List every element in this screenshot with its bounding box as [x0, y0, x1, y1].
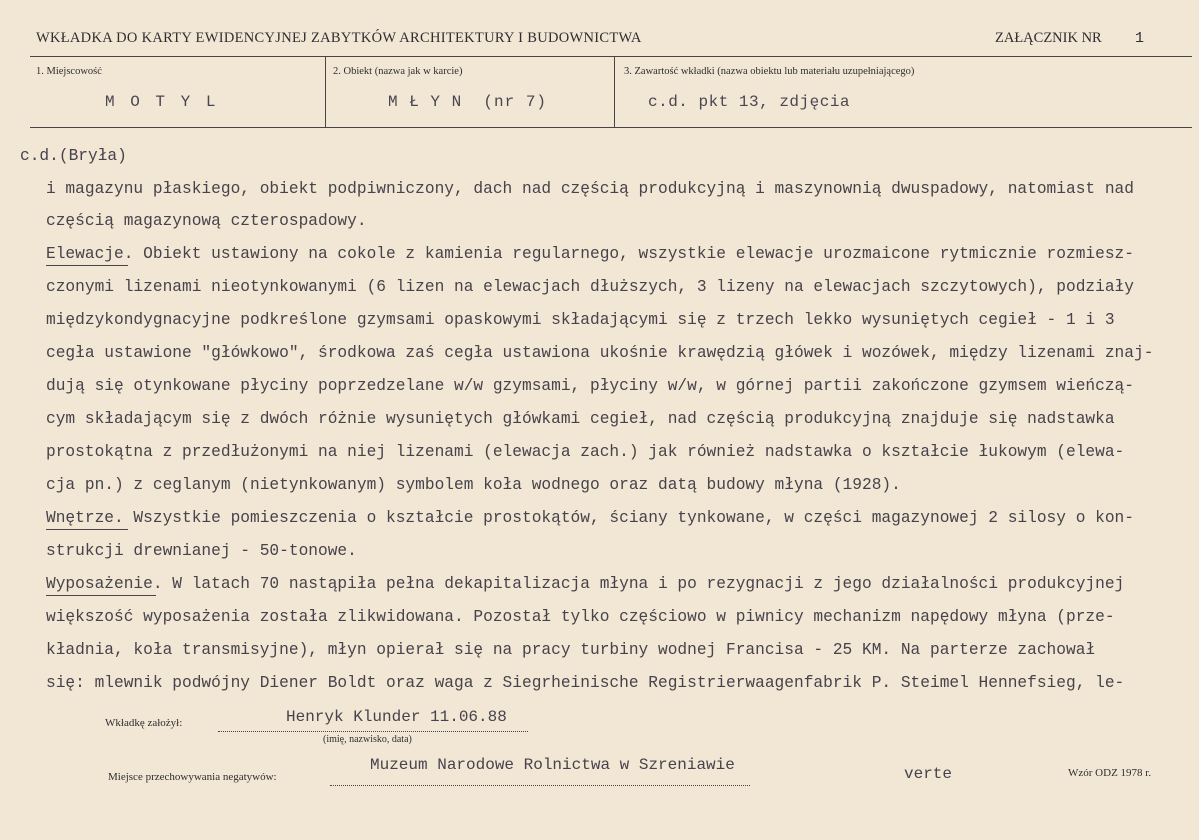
created-by-dotted-line	[218, 731, 528, 732]
body-line: cja pn.) z ceglanym (nietynkowanym) symbolem koła wodnego oraz datą budowy młyna (1928).	[46, 476, 901, 494]
object-label: 2. Obiekt (nazwa jak w karcie)	[333, 66, 463, 77]
header-rule-top	[30, 56, 1192, 57]
locality-value: M O T Y L	[105, 93, 219, 111]
body-line: częścią magazynową czterospadowy.	[46, 212, 367, 230]
body-line: czonymi lizenami nieotynkowanymi (6 lizen na elewacjach dłuższych, 3 lizeny na elewacjach szczytowych), podziały	[46, 278, 1134, 296]
body-line: strukcji drewnianej - 50-tonowe.	[46, 542, 357, 560]
body-line: cegła ustawione "główkowo", środkowa zaś cegła ustawiona ukośnie krawędzią główek i wozówek, między lizenami znaj-	[46, 344, 1154, 362]
header-rule-bottom	[30, 127, 1192, 128]
negatives-value: Muzeum Narodowe Rolnictwa w Szreniawie	[370, 756, 735, 774]
verte-note: verte	[904, 765, 953, 783]
locality-label: 1. Miejscowość	[36, 66, 102, 77]
body-line: dują się otynkowane płyciny poprzedzelane w/w gzymsami, płyciny w/w, w górnej partii zakończone gzymsem wieńczą-	[46, 377, 1134, 395]
negatives-dotted-line	[330, 785, 750, 786]
created-by-label: Wkładkę założył:	[105, 717, 183, 729]
field-divider-1	[325, 56, 326, 127]
body-line: i magazynu płaskiego, obiekt podpiwniczony, dach nad częścią produkcyjną i maszynownią dwuspadowy, natomiast nad	[46, 180, 1134, 198]
body-line: c.d.(Bryła)	[20, 147, 127, 165]
heading-underline-wnetrze	[46, 529, 128, 530]
body-line: prostokątna z przedłużonymi na niej lizenami (elewacja zach.) jak również nadstawka o kształcie łukowym (elewa-	[46, 443, 1125, 461]
body-line: Wyposażenie. W latach 70 nastąpiła pełna dekapitalizacja młyna i po rezygnacji z jego działalności produkcyjnej	[46, 575, 1125, 593]
negatives-label: Miejsce przechowywania negatywów:	[108, 771, 277, 783]
body-line: większość wyposażenia została zlikwidowana. Pozostał tylko częściowo w piwnicy mechanizm napędowy młyna (prze-	[46, 608, 1115, 626]
attachment-number: 1	[1135, 30, 1145, 47]
content-label: 3. Zawartość wkładki (nazwa obiektu lub materiału uzupełniającego)	[624, 66, 915, 77]
body-line: cym składającym się z dwóch różnie wysuniętych główkami cegieł, nad częścią produkcyjną znajduje się nadstawka	[46, 410, 1115, 428]
field-divider-2	[614, 56, 615, 127]
card-title: WKŁADKA DO KARTY EWIDENCYJNEJ ZABYTKÓW ARCHITEKTURY I BUDOWNICTWA	[36, 30, 642, 46]
heading-underline-wyposazenie	[46, 595, 156, 596]
body-line: międzykondygnacyjne podkreślone gzymsami opaskowymi składającymi się z trzech lekko wysuniętych cegieł - 1 i 3	[46, 311, 1115, 329]
body-line: się: mlewnik podwójny Diener Boldt oraz waga z Siegrheinische Registrierwaagenfabrik P. Steimel Hennefsieg, le-	[46, 674, 1125, 692]
created-by-hint: (imię, nazwisko, data)	[323, 734, 412, 745]
body-line: Wnętrze. Wszystkie pomieszczenia o kształcie prostokątów, ściany tynkowane, w części magazynowej 2 silosy o kon-	[46, 509, 1134, 527]
form-code: Wzór ODZ 1978 r.	[1068, 767, 1152, 779]
created-by-value: Henryk Klunder 11.06.88	[286, 708, 507, 726]
body-line: Elewacje. Obiekt ustawiony na cokole z kamienia regularnego, wszystkie elewacje urozmaicone rytmicznie rozmiesz-	[46, 245, 1134, 263]
body-line: kładnia, koła transmisyjne), młyn opierał się na pracy turbiny wodnej Francisa - 25 KM. Na parterze zachował	[46, 641, 1096, 659]
object-value: M Ł Y N (nr 7)	[388, 93, 548, 111]
attachment-label: ZAŁĄCZNIK NR	[995, 30, 1102, 46]
heading-underline-elewacje	[46, 265, 128, 266]
content-value: c.d. pkt 13, zdjęcia	[648, 93, 851, 111]
